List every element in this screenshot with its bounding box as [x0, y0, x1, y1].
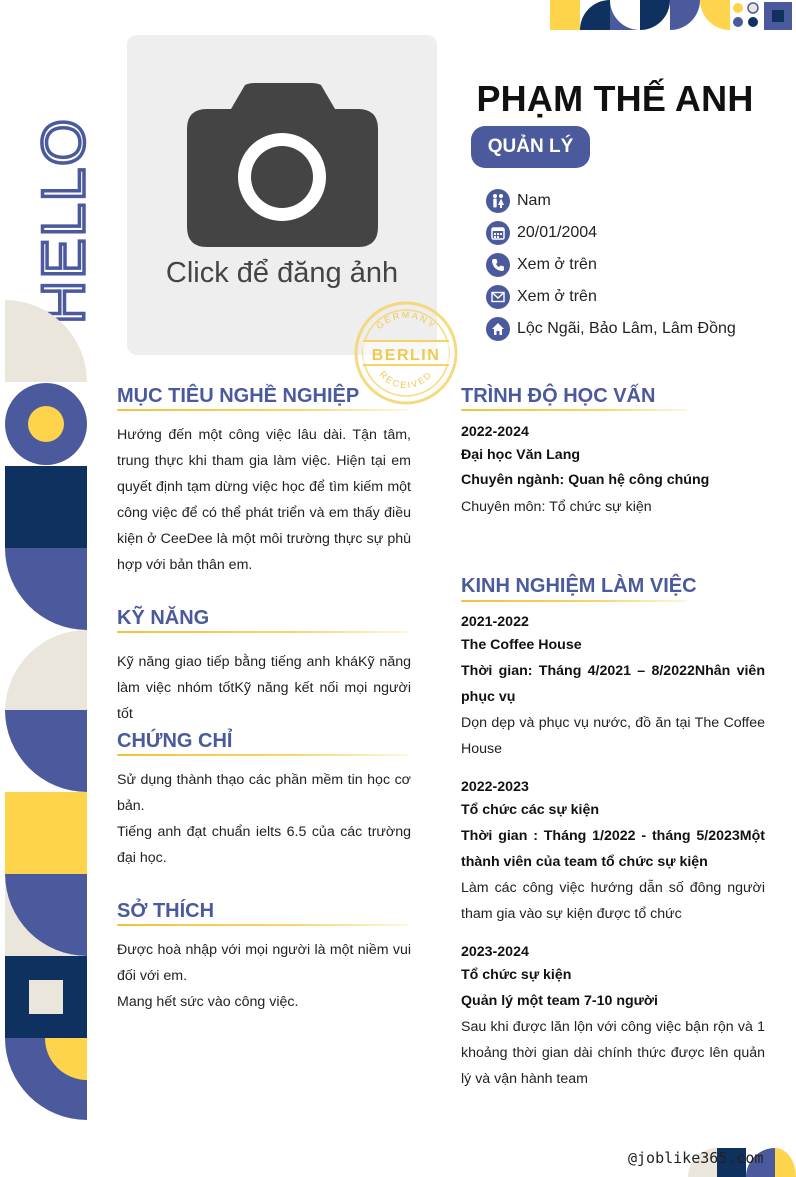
stamp-top-text: GERMANY	[374, 309, 438, 332]
contact-gender-value: Nam	[517, 192, 551, 209]
certificates-title: CHỨNG CHỈ	[117, 730, 233, 752]
job-position: Thời gian: Tháng 4/2021 – 8/2022Nhân viên phục vụ	[461, 663, 765, 705]
contact-address	[486, 316, 736, 342]
job-description: Dọn dẹp và phục vụ nước, đồ ăn tại The Coffee House	[461, 715, 765, 757]
photo-placeholder-text: Click để đăng ảnh	[165, 257, 399, 289]
job-company: The Coffee House	[461, 637, 582, 653]
job-description: Sau khi được lăn lộn với công việc bận rộn và 1 khoảng thời gian dài chính thức được lên quản lý và vận hành team	[461, 1019, 765, 1087]
job-period: 2021-2022	[461, 614, 529, 630]
contact-gender	[486, 188, 551, 214]
hello-decoration	[30, 58, 97, 328]
certificate-item: Tiếng anh đạt chuẩn ielts 6.5 của các trường đại học.	[117, 824, 411, 866]
education-underline	[461, 409, 687, 411]
education-detail: Chuyên môn: Tổ chức sự kiện	[461, 499, 652, 515]
experience-underline	[461, 600, 687, 602]
hobbies-list	[117, 937, 411, 1015]
mail-icon	[486, 285, 510, 309]
education-title: TRÌNH ĐỘ HỌC VẤN	[461, 385, 656, 407]
certificates-list	[117, 767, 411, 871]
hobby-item: Mang hết sức vào công việc.	[117, 994, 299, 1010]
hello-text: HELLO	[30, 117, 97, 324]
objective-title: MỤC TIÊU NGHỀ NGHIỆP	[117, 385, 360, 407]
contact-birthday	[486, 220, 597, 246]
hobbies-underline	[117, 924, 408, 926]
role-badge: QUẢN LÝ	[471, 126, 590, 168]
certificate-item: Sử dụng thành thạo các phần mềm tin học cơ bản.	[117, 772, 411, 814]
education-school: Đại học Văn Lang	[461, 447, 581, 463]
contact-email[interactable]	[486, 284, 597, 310]
hobbies-title: SỞ THÍCH	[117, 900, 215, 922]
job-period: 2022-2023	[461, 779, 529, 795]
skills-text: Kỹ năng giao tiếp bằng tiếng anh kháKỹ năng làm việc nhóm tốtKỹ năng kết nối mọi người tốt	[117, 654, 411, 722]
left-pattern-decoration	[5, 300, 87, 1120]
candidate-name: PHẠM THẾ ANH	[476, 78, 754, 119]
education-period: 2022-2024	[461, 424, 529, 440]
education-major: Chuyên ngành: Quan hệ công chúng	[461, 472, 710, 488]
contact-phone[interactable]	[486, 252, 597, 278]
watermark-text: @joblike365.com	[628, 1149, 764, 1167]
berlin-stamp	[353, 300, 459, 406]
home-icon	[486, 317, 510, 341]
skills-underline	[117, 631, 408, 633]
job-description: Làm các công việc hướng dẫn số đông người tham gia vào sự kiện được tổ chức	[461, 880, 765, 922]
stamp-bottom-text: RECEIVED	[377, 369, 435, 391]
certificates-underline	[117, 754, 408, 756]
job-period: 2023-2024	[461, 944, 529, 960]
calendar-icon	[486, 221, 510, 245]
contact-phone-value: Xem ở trên	[517, 256, 597, 273]
objective-text: Hướng đến một công việc lâu dài. Tận tâm, trung thực khi tham gia làm việc. Hiện tại em quyết định tạm dừng việc học để tìm kiếm một công việc để có thể phát triển và em thấy điều kiện ở CeeDee là một môi trường thực sự phù hợp với bản thân em.	[117, 427, 411, 573]
contact-email-value: Xem ở trên	[517, 288, 597, 305]
objective-underline	[117, 409, 408, 411]
contact-address-value: Lộc Ngãi, Bảo Lâm, Lâm Đồng	[517, 320, 736, 337]
job-company: Tổ chức sự kiện	[461, 967, 572, 983]
contact-birthday-value: 20/01/2004	[517, 224, 598, 241]
gender-icon	[486, 189, 510, 213]
phone-icon	[486, 253, 510, 277]
skills-title: KỸ NĂNG	[117, 607, 210, 629]
camera-icon	[187, 83, 378, 247]
hobby-item: Được hoà nhập với mọi người là một niềm vui đối với em.	[117, 942, 411, 984]
job-position: Quản lý một team 7-10 người	[461, 993, 658, 1009]
stamp-middle-text: BERLIN	[371, 347, 441, 364]
experience-title: KINH NGHIỆM LÀM VIỆC	[461, 575, 697, 597]
top-pattern-decoration	[548, 0, 796, 32]
job-position: Thời gian : Tháng 1/2022 - tháng 5/2023Một thành viên của team tổ chức sự kiện	[461, 828, 765, 870]
svg-text:GERMANY	[374, 310, 438, 331]
job-company: Tổ chức các sự kiện	[461, 802, 600, 818]
svg-text:RECEIVED	[378, 369, 435, 390]
